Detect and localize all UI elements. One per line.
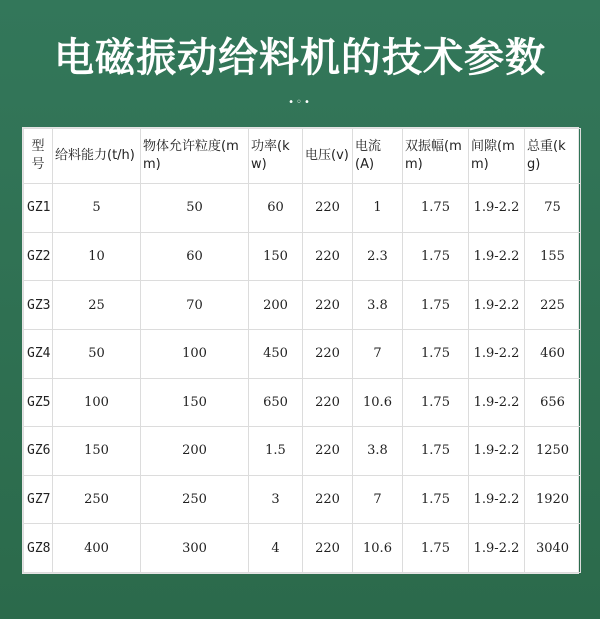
cell-model: GZ1 xyxy=(24,184,53,233)
cell-amplitude: 1.75 xyxy=(403,378,469,427)
cell-weight: 75 xyxy=(525,184,581,233)
cell-particle-size: 300 xyxy=(141,524,249,573)
cell-particle-size: 100 xyxy=(141,329,249,378)
cell-amplitude: 1.75 xyxy=(403,184,469,233)
cell-model: GZ5 xyxy=(24,378,53,427)
cell-power: 650 xyxy=(249,378,303,427)
cell-gap: 1.9-2.2 xyxy=(469,524,525,573)
cell-voltage: 220 xyxy=(303,184,353,233)
cell-amplitude: 1.75 xyxy=(403,524,469,573)
page-title: 电磁振动给料机的技术参数 xyxy=(54,35,546,81)
cell-power: 450 xyxy=(249,329,303,378)
cell-power: 1.5 xyxy=(249,427,303,476)
cell-voltage: 220 xyxy=(303,524,353,573)
cell-gap: 1.9-2.2 xyxy=(469,329,525,378)
decorative-dots: •◦• xyxy=(288,97,312,108)
header-model: 型号 xyxy=(24,129,53,184)
cell-current: 2.3 xyxy=(353,232,403,281)
header-weight: 总重(kg) xyxy=(525,129,581,184)
cell-weight: 1250 xyxy=(525,427,581,476)
header-current: 电流(A) xyxy=(353,129,403,184)
cell-current: 10.6 xyxy=(353,378,403,427)
cell-weight: 3040 xyxy=(525,524,581,573)
cell-current: 3.8 xyxy=(353,427,403,476)
cell-amplitude: 1.75 xyxy=(403,427,469,476)
cell-weight: 225 xyxy=(525,281,581,330)
cell-particle-size: 250 xyxy=(141,475,249,524)
cell-model: GZ7 xyxy=(24,475,53,524)
cell-particle-size: 200 xyxy=(141,427,249,476)
cell-gap: 1.9-2.2 xyxy=(469,184,525,233)
cell-voltage: 220 xyxy=(303,475,353,524)
table-row xyxy=(24,232,581,281)
table-row xyxy=(24,524,581,573)
cell-model: GZ4 xyxy=(24,329,53,378)
cell-voltage: 220 xyxy=(303,232,353,281)
table-row xyxy=(24,427,581,476)
cell-voltage: 220 xyxy=(303,378,353,427)
cell-capacity: 100 xyxy=(53,378,141,427)
spec-table-card xyxy=(22,127,579,574)
cell-amplitude: 1.75 xyxy=(403,475,469,524)
header-capacity: 给料能力(t/h) xyxy=(53,129,141,184)
cell-current: 1 xyxy=(353,184,403,233)
table-row xyxy=(24,329,581,378)
cell-amplitude: 1.75 xyxy=(403,232,469,281)
header-amplitude: 双振幅(mm) xyxy=(403,129,469,184)
table-row xyxy=(24,281,581,330)
table-row xyxy=(24,184,581,233)
header-particle-size: 物体允许粒度(mm) xyxy=(141,129,249,184)
cell-model: GZ3 xyxy=(24,281,53,330)
cell-model: GZ8 xyxy=(24,524,53,573)
cell-weight: 460 xyxy=(525,329,581,378)
cell-capacity: 5 xyxy=(53,184,141,233)
cell-gap: 1.9-2.2 xyxy=(469,232,525,281)
cell-gap: 1.9-2.2 xyxy=(469,475,525,524)
cell-capacity: 250 xyxy=(53,475,141,524)
cell-capacity: 10 xyxy=(53,232,141,281)
cell-capacity: 50 xyxy=(53,329,141,378)
cell-current: 10.6 xyxy=(353,524,403,573)
cell-current: 3.8 xyxy=(353,281,403,330)
cell-power: 3 xyxy=(249,475,303,524)
cell-weight: 155 xyxy=(525,232,581,281)
cell-model: GZ6 xyxy=(24,427,53,476)
cell-power: 4 xyxy=(249,524,303,573)
table-header-row xyxy=(24,129,581,184)
cell-gap: 1.9-2.2 xyxy=(469,378,525,427)
cell-gap: 1.9-2.2 xyxy=(469,281,525,330)
cell-particle-size: 50 xyxy=(141,184,249,233)
cell-weight: 656 xyxy=(525,378,581,427)
cell-capacity: 400 xyxy=(53,524,141,573)
cell-gap: 1.9-2.2 xyxy=(469,427,525,476)
table-row xyxy=(24,378,581,427)
cell-power: 60 xyxy=(249,184,303,233)
cell-particle-size: 70 xyxy=(141,281,249,330)
cell-current: 7 xyxy=(353,475,403,524)
cell-amplitude: 1.75 xyxy=(403,329,469,378)
cell-weight: 1920 xyxy=(525,475,581,524)
cell-particle-size: 60 xyxy=(141,232,249,281)
spec-table xyxy=(23,128,581,573)
cell-capacity: 25 xyxy=(53,281,141,330)
cell-model: GZ2 xyxy=(24,232,53,281)
cell-power: 150 xyxy=(249,232,303,281)
cell-particle-size: 150 xyxy=(141,378,249,427)
table-row xyxy=(24,475,581,524)
cell-voltage: 220 xyxy=(303,329,353,378)
header-gap: 间隙(mm) xyxy=(469,129,525,184)
header-power: 功率(kw) xyxy=(249,129,303,184)
cell-power: 200 xyxy=(249,281,303,330)
header-voltage: 电压(v) xyxy=(303,129,353,184)
cell-amplitude: 1.75 xyxy=(403,281,469,330)
cell-current: 7 xyxy=(353,329,403,378)
cell-capacity: 150 xyxy=(53,427,141,476)
cell-voltage: 220 xyxy=(303,427,353,476)
cell-voltage: 220 xyxy=(303,281,353,330)
